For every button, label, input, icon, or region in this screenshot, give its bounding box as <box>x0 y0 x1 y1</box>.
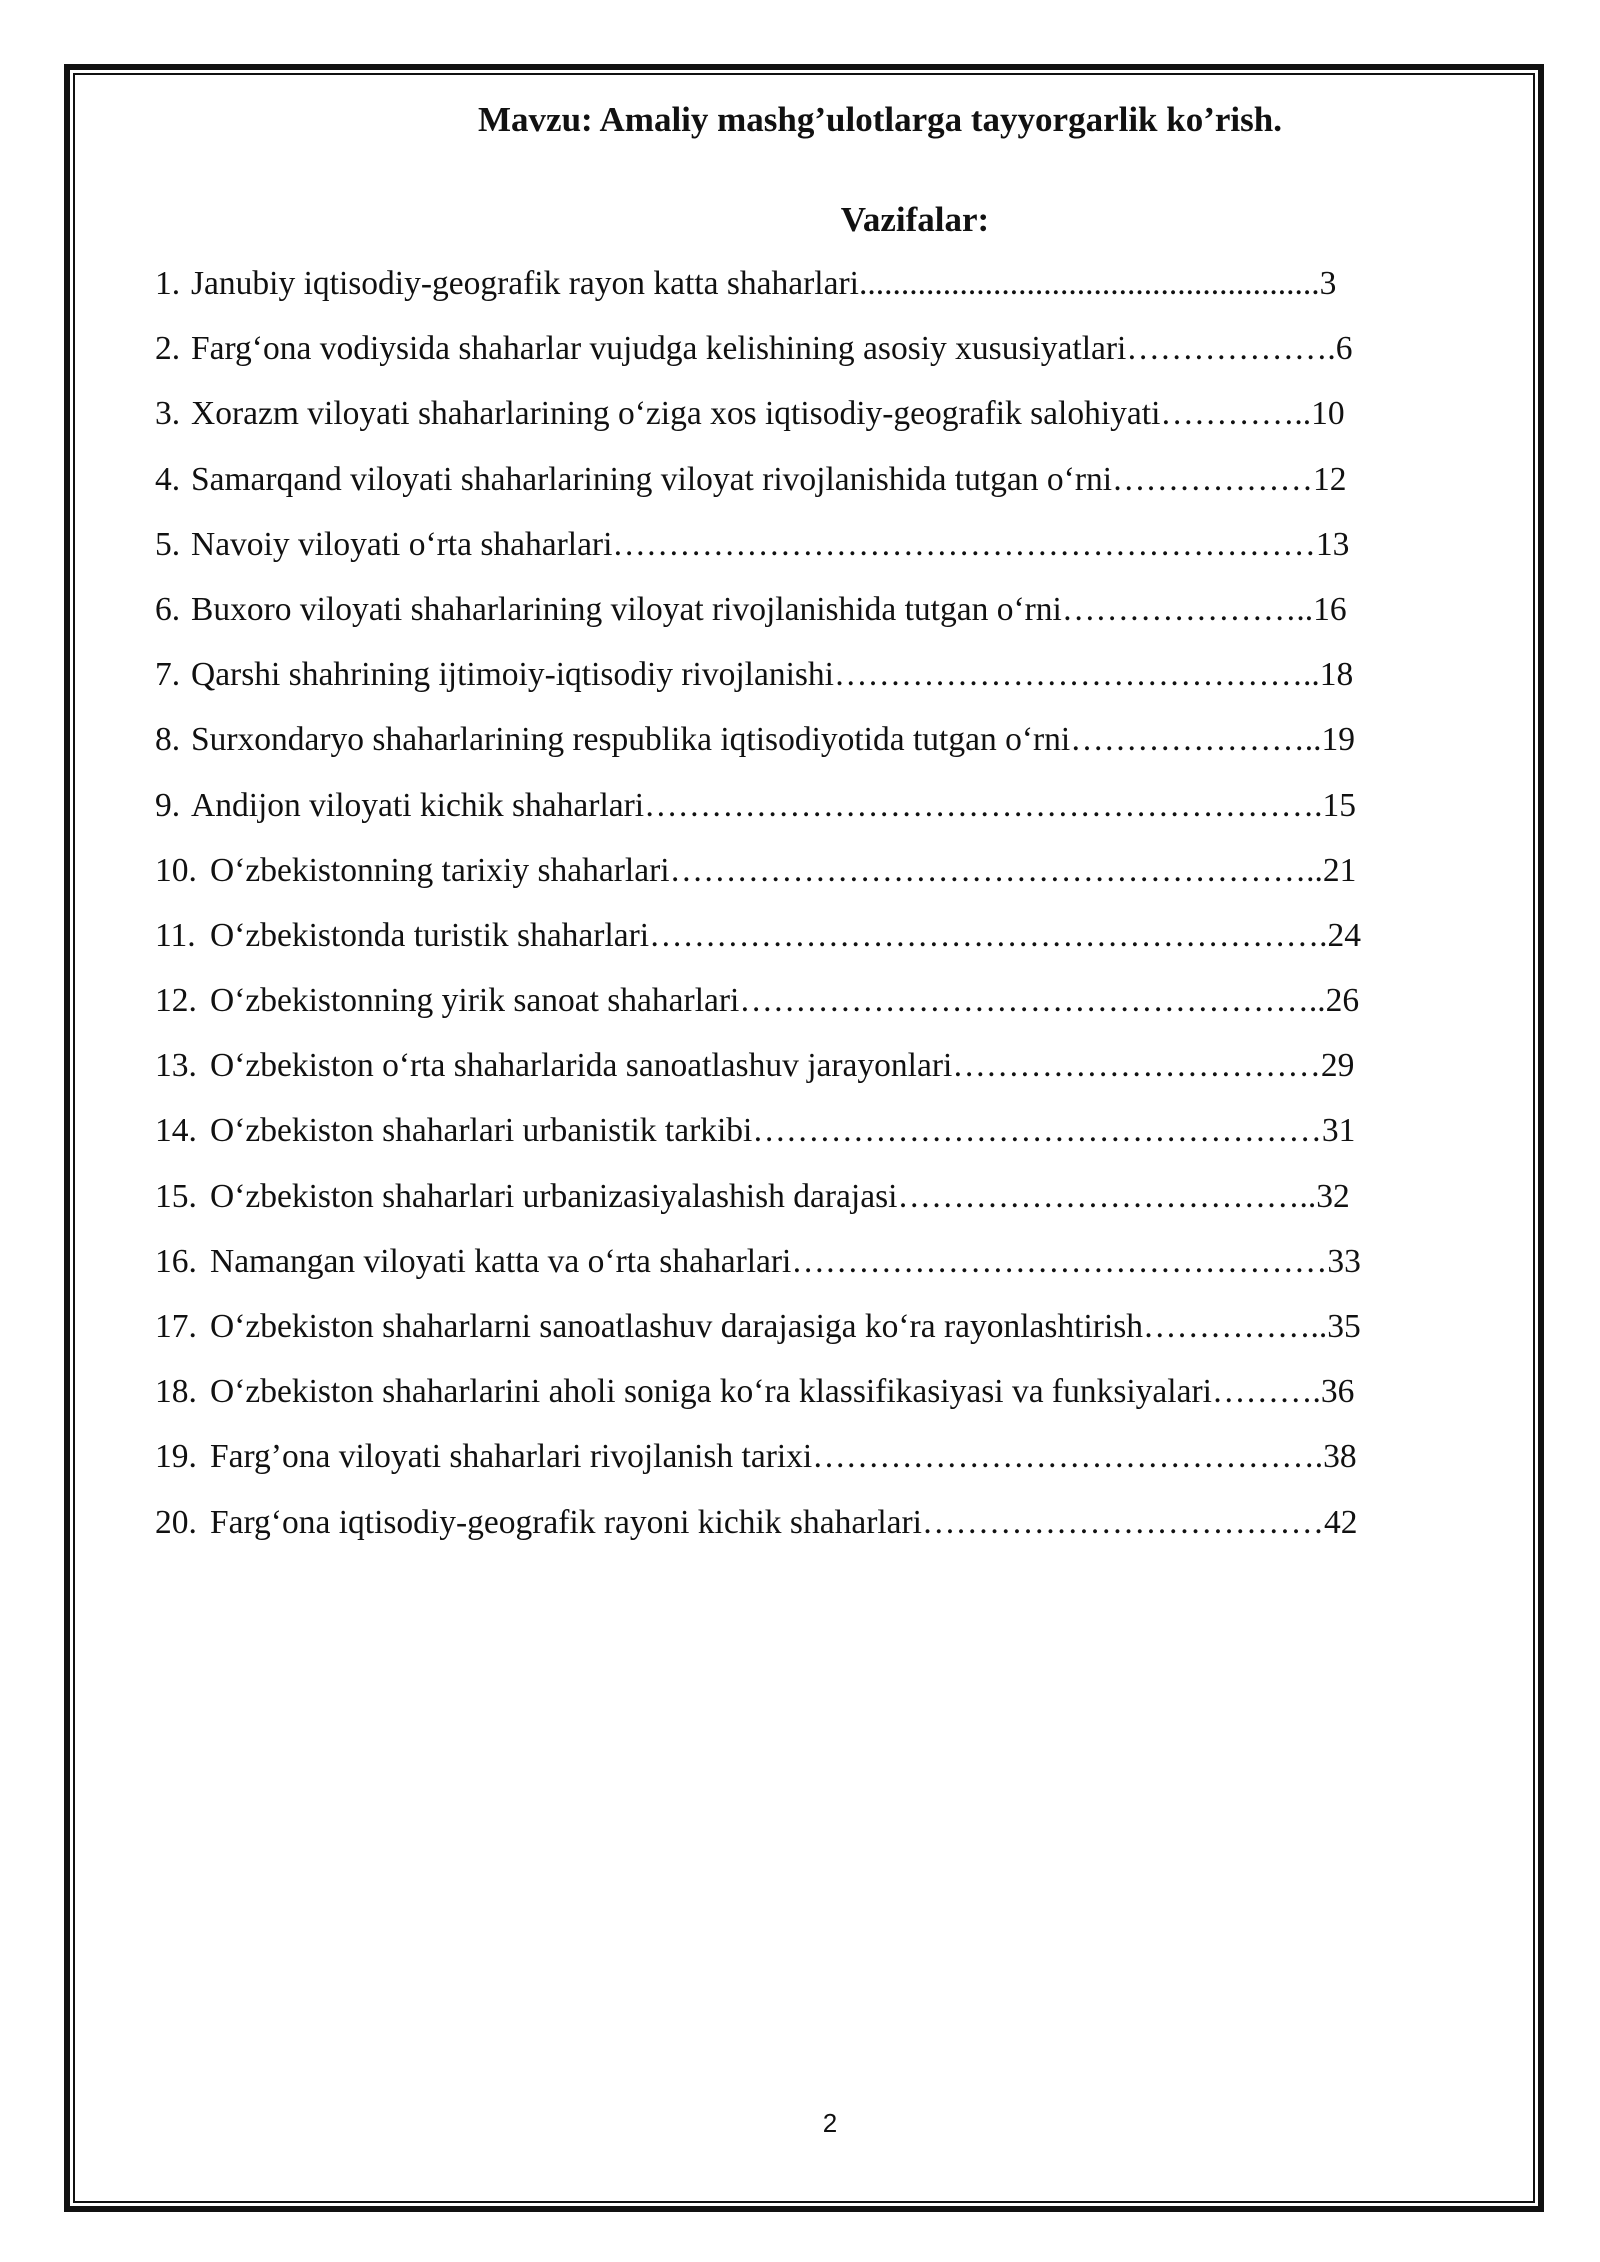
toc-item-text: O‘zbekistonda turistik shaharlari <box>210 916 650 954</box>
toc-item-number: 3. <box>155 395 181 433</box>
toc-item-text: Buxoro viloyati shaharlarining viloyat rivojlanishida tutgan o‘rni <box>191 590 1062 628</box>
toc-item-number: 10. <box>155 851 197 889</box>
toc-item-1 <box>155 262 1515 327</box>
toc-item-10 <box>155 849 1515 914</box>
toc-item-14 <box>155 1109 1515 1174</box>
toc-item-number: 18. <box>155 1373 197 1411</box>
toc-item-text: Andijon viloyati kichik shaharlari <box>191 786 645 824</box>
toc-item-8 <box>155 718 1515 783</box>
toc-item-leader-page: …………………………………………………….15 <box>644 786 1356 824</box>
toc-item-text: Qarshi shahrining ijtimoiy-iqtisodiy rivojlanishi <box>191 656 834 694</box>
toc-item-leader-page: …………………………………………33 <box>791 1242 1361 1280</box>
toc-item-leader-page: ………………………………………………………13 <box>612 525 1350 563</box>
toc-item-17 <box>155 1305 1515 1370</box>
toc-item-6 <box>155 588 1515 653</box>
document-title: Mavzu: Amaliy mashg’ulotlarga tayyorgarlik ko’rish. <box>478 100 1282 139</box>
toc-item-number: 2. <box>155 330 181 368</box>
toc-item-number: 9. <box>155 786 181 824</box>
toc-item-leader-page: …………..10 <box>1160 395 1345 433</box>
toc-item-leader-page: ………………12 <box>1112 460 1347 498</box>
toc-item-4 <box>155 458 1515 523</box>
toc-item-leader-page: ……………………………………….38 <box>812 1438 1357 1476</box>
toc-item-leader-page: …………………..19 <box>1070 721 1355 759</box>
toc-item-text: Janubiy iqtisodiy-geografik rayon katta shaharlari <box>191 265 859 302</box>
toc-item-leader-page: ……….36 <box>1211 1373 1355 1411</box>
toc-item-number: 6. <box>155 590 181 628</box>
toc-item-number: 19. <box>155 1438 197 1476</box>
toc-item-number: 13. <box>155 1047 197 1085</box>
toc-item-number: 5. <box>155 525 181 563</box>
toc-item-number: 20. <box>155 1503 197 1541</box>
toc-item-leader-page: ……………………………………………31 <box>752 1112 1356 1150</box>
toc-item-leader-page: ………………………………..32 <box>897 1177 1350 1215</box>
toc-item-leader-page: ……………..35 <box>1143 1308 1361 1345</box>
toc-item-number: 4. <box>155 460 181 498</box>
toc-item-leader-page: .......................................................3 <box>858 265 1337 302</box>
toc-item-text: Xorazm viloyati shaharlarining o‘ziga xos iqtisodiy-geografik salohiyati <box>191 395 1161 433</box>
toc-item-number: 7. <box>155 656 181 694</box>
toc-item-leader-page: …………………………………………………….24 <box>649 916 1361 954</box>
toc-item-text: O‘zbekiston shaharlarini aholi soniga ko‘ra klassifikasiyasi va funksiyalari <box>210 1373 1212 1411</box>
toc-item-text: O‘zbekiston o‘rta shaharlarida sanoatlashuv jarayonlari <box>210 1047 953 1085</box>
toc-item-19 <box>155 1435 1515 1500</box>
toc-item-2 <box>155 327 1515 392</box>
toc-item-11 <box>155 914 1515 979</box>
toc-item-number: 15. <box>155 1177 197 1215</box>
toc-item-number: 16. <box>155 1242 197 1280</box>
toc-item-number: 1. <box>155 265 181 302</box>
toc-item-text: O‘zbekiston shaharlari urbanizasiyalashish darajasi <box>210 1177 898 1215</box>
toc-item-leader-page: ……………………………………………..26 <box>739 982 1360 1020</box>
toc-item-text: Namangan viloyati katta va o‘rta shaharlari <box>210 1242 792 1280</box>
document-subtitle: Vazifalar: <box>840 200 990 239</box>
toc-item-number: 11. <box>155 916 196 954</box>
page-number: 2 <box>822 2108 838 2138</box>
toc-item-number: 14. <box>155 1112 197 1150</box>
toc-item-text: O‘zbekiston shaharlarni sanoatlashuv darajasiga ko‘ra rayonlashtirish <box>210 1308 1144 1345</box>
toc-item-16 <box>155 1240 1515 1305</box>
toc-item-leader-page: ………………………………42 <box>922 1503 1358 1541</box>
table-of-contents <box>155 262 1515 1566</box>
toc-item-18 <box>155 1370 1515 1435</box>
toc-item-text: Farg‘ona iqtisodiy-geografik rayoni kichik shaharlari <box>210 1503 922 1541</box>
toc-item-5 <box>155 523 1515 588</box>
toc-item-number: 17. <box>155 1308 197 1345</box>
toc-item-number: 12. <box>155 982 197 1020</box>
toc-item-3 <box>155 392 1515 457</box>
toc-item-leader-page: ……………….6 <box>1126 330 1353 368</box>
toc-item-text: Farg’ona viloyati shaharlari rivojlanish tarixi <box>210 1438 813 1476</box>
toc-item-text: O‘zbekiston shaharlari urbanistik tarkibi <box>210 1112 753 1150</box>
toc-item-text: Navoiy viloyati o‘rta shaharlari <box>191 525 613 563</box>
toc-item-text: O‘zbekistonning yirik sanoat shaharlari <box>210 982 740 1020</box>
toc-item-12 <box>155 979 1515 1044</box>
toc-item-number: 8. <box>155 721 181 759</box>
toc-item-text: Farg‘ona vodiysida shaharlar vujudga kelishining asosiy xususiyatlari <box>191 330 1127 368</box>
toc-item-text: O‘zbekistonning tarixiy shaharlari <box>210 851 670 889</box>
toc-item-20 <box>155 1501 1515 1566</box>
toc-item-15 <box>155 1175 1515 1240</box>
toc-item-leader-page: ……………………………29 <box>952 1047 1355 1085</box>
toc-item-leader-page: …………………………………………………..21 <box>669 851 1357 889</box>
toc-item-13 <box>155 1044 1515 1109</box>
toc-item-7 <box>155 653 1515 718</box>
toc-item-leader-page: …………………..16 <box>1061 590 1347 628</box>
toc-item-text: Samarqand viloyati shaharlarining viloyat rivojlanishida tutgan o‘rni <box>191 460 1113 498</box>
toc-item-leader-page: ……………………………………..18 <box>833 656 1354 694</box>
toc-item-text: Surxondaryo shaharlarining respublika iqtisodiyotida tutgan o‘rni <box>191 721 1071 759</box>
toc-item-9 <box>155 784 1515 849</box>
